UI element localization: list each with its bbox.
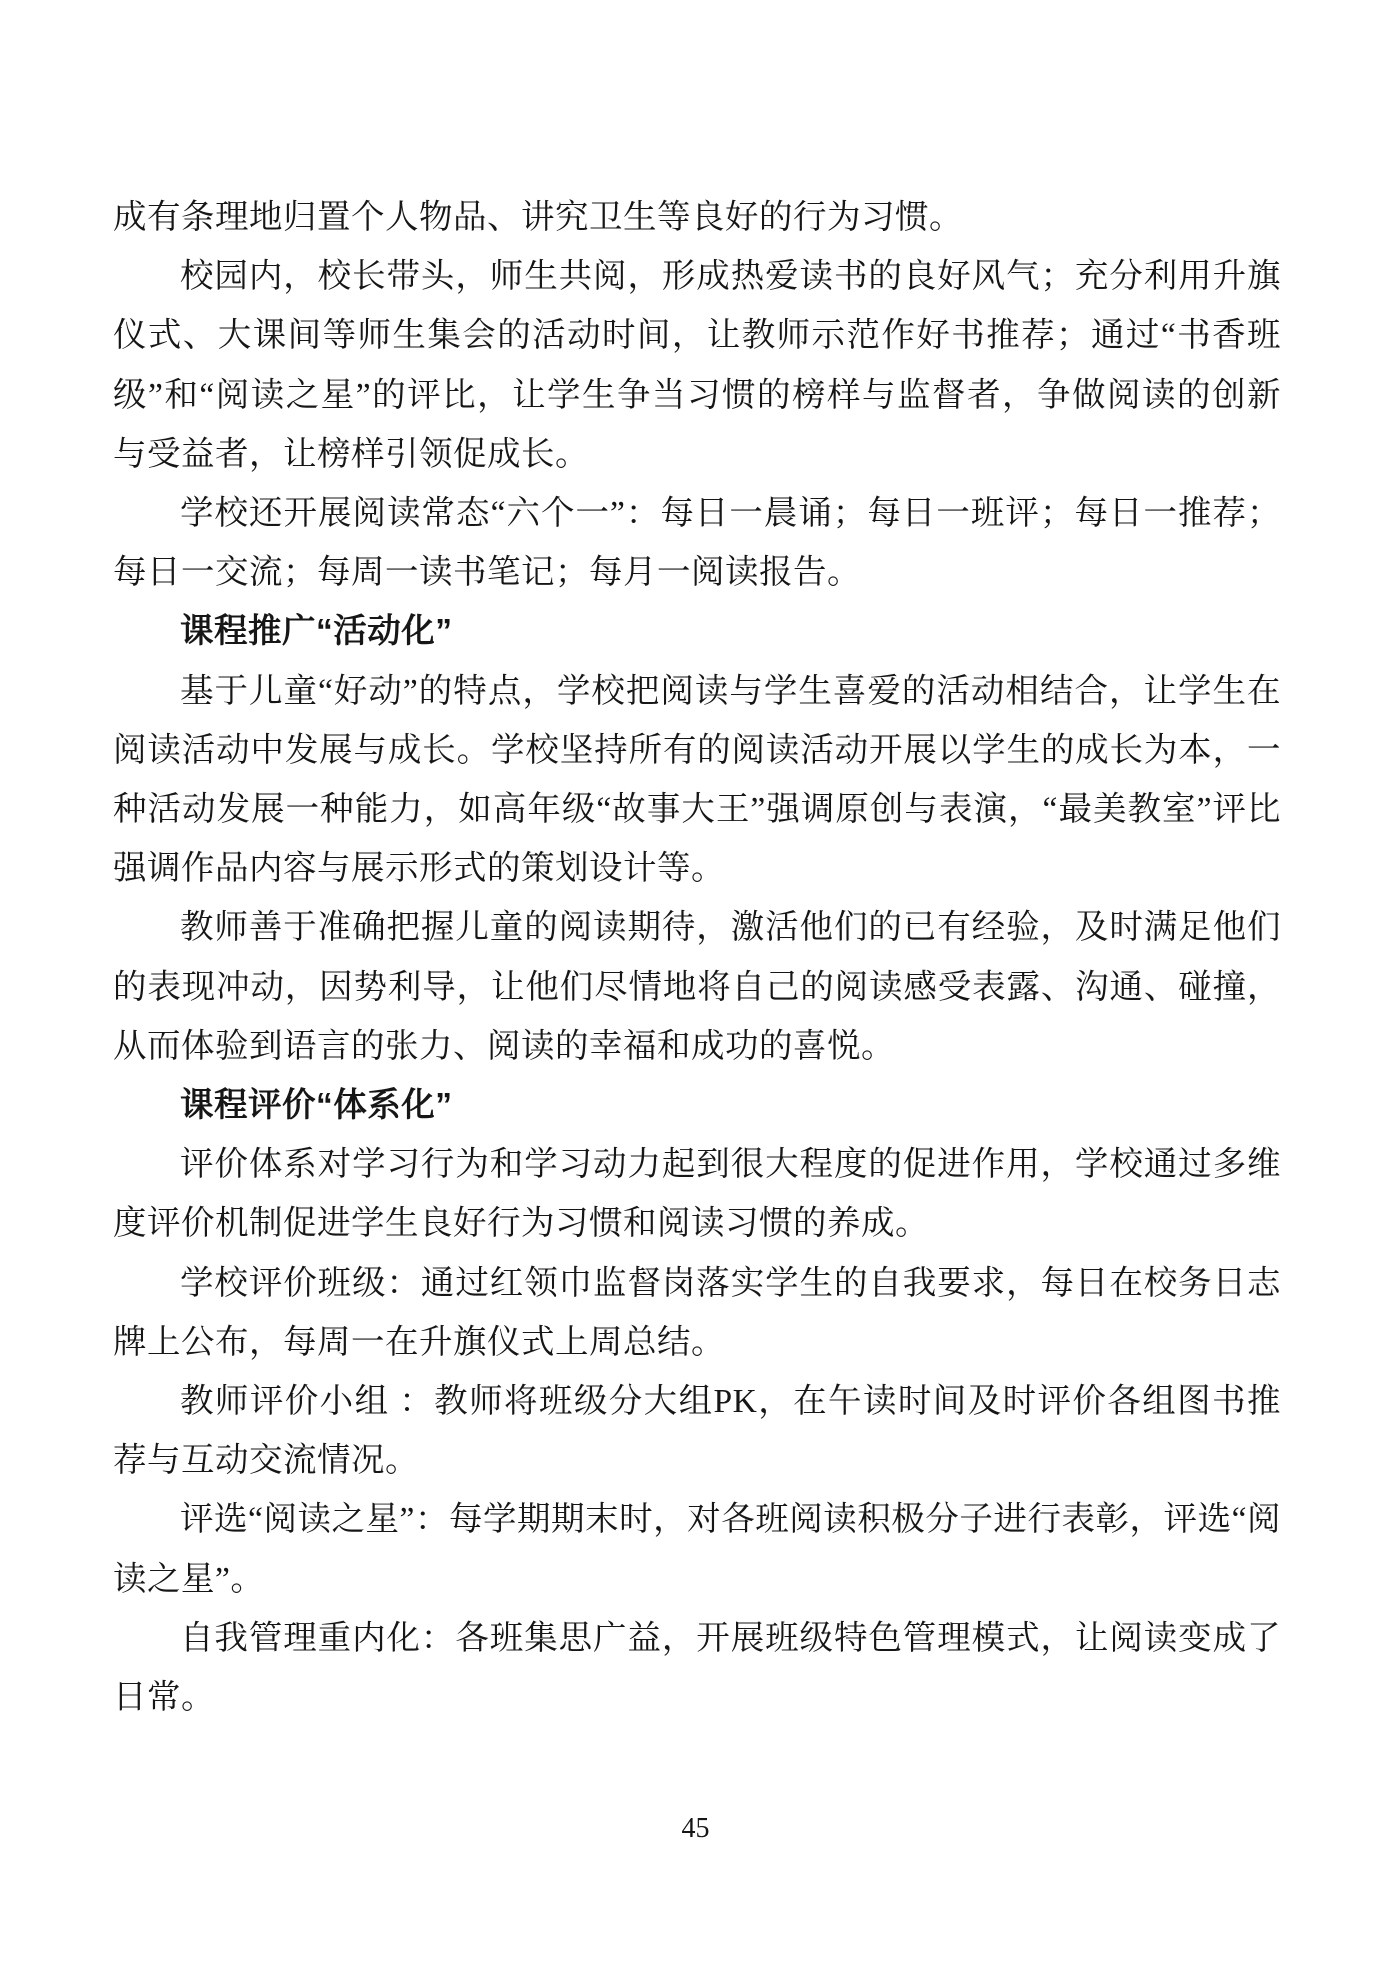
paragraph: 学校评价班级：通过红领巾监督岗落实学生的自我要求，每日在校务日志牌上公布，每周一在升旗仪式上周总结。 (113, 1264, 1281, 1361)
paragraph: 成有条理地归置个人物品、讲究卫生等良好的行为习惯。 (113, 199, 963, 236)
paragraph: 自我管理重内化：各班集思广益，开展班级特色管理模式，让阅读变成了日常。 (113, 1619, 1281, 1717)
paragraph: 评选“阅读之星”：每学期期末时，对各班阅读积极分子进行表彰，评选“阅读之星”。 (113, 1501, 1281, 1598)
paragraph: 教师善于准确把握儿童的阅读期待，激活他们的已有经验，及时满足他们的表现冲动，因势利导，让他们尽情地将自己的阅读感受表露、沟通、碰撞，从而体验到语言的张力、阅读的幸福和成功的喜悦。 (113, 909, 1281, 1065)
section-heading: 课程评价“体系化” (180, 1087, 453, 1125)
paragraph: 评价体系对学习行为和学习动力起到很大程度的促进作用，学校通过多维度评价机制促进学生良好行为习惯和阅读习惯的养成。 (113, 1146, 1281, 1243)
paragraph: 教师评价小组 ：教师将班级分大组PK，在午读时间及时评价各组图书推荐与互动交流情况。 (113, 1383, 1281, 1480)
paragraph: 校园内，校长带头，师生共阅，形成热爱读书的良好风气；充分利用升旗仪式、大课间等师生集会的活动时间，让教师示范作好书推荐；通过“书香班级”和“阅读之星”的评比，让学生争当习惯的榜样与监督者，争做阅读的创新与受益者，让榜样引领促成长。 (113, 258, 1281, 473)
paragraph: 学校还开展阅读常态“六个一”：每日一晨诵；每日一班评；每日一推荐；每日一交流；每周一读书笔记；每月一阅读报告。 (113, 495, 1281, 592)
page-number: 45 (681, 1813, 710, 1844)
section-heading: 课程推广“活动化” (180, 613, 453, 651)
paragraph: 基于儿童“好动”的特点，学校把阅读与学生喜爱的活动相结合，让学生在阅读活动中发展与成长。学校坚持所有的阅读活动开展以学生的成长为本，一种活动发展一种能力，如高年级“故事大王”强调原创与表演，“最美教室”评比强调作品内容与展示形式的策划设计等。 (113, 672, 1281, 888)
document-body (113, 188, 1281, 1727)
